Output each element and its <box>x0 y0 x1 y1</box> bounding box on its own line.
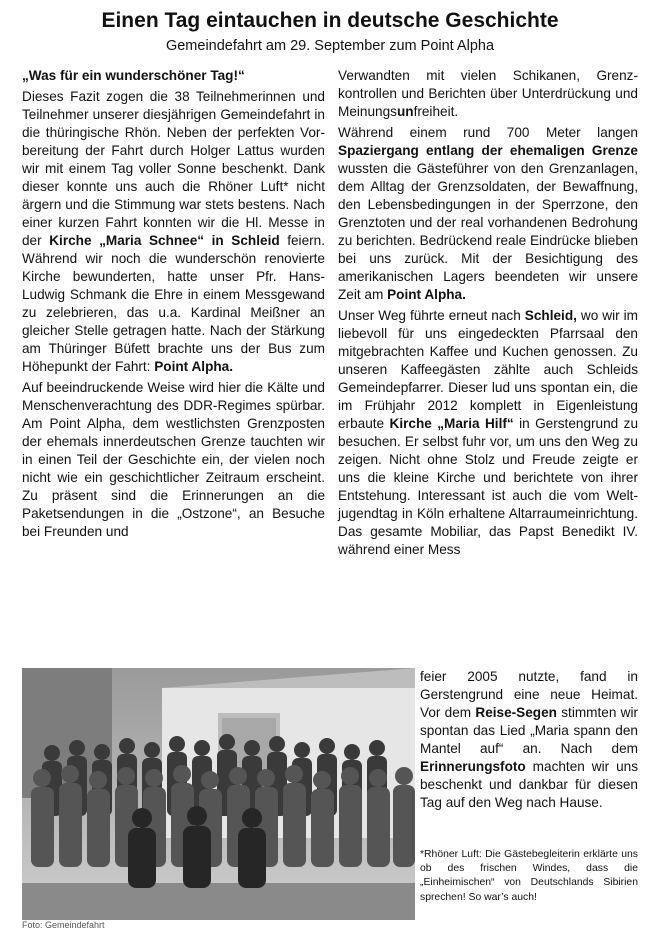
bold-text: Point Alpha. <box>387 287 466 302</box>
bold-text: Schleid, <box>524 308 577 323</box>
bold-text: Kirche „Maria Hilf“ <box>389 416 514 431</box>
group-photo-icon <box>22 668 415 920</box>
article-title: Einen Tag eintauchen in deutsche Geschichte <box>101 9 559 32</box>
article-heading: „Was für ein wunderschöner Tag!“ <box>22 68 245 83</box>
text: Verwandten mit vielen Schikanen, Grenzkontrollen und Berichten über Unterdrückung und Meinungs <box>338 68 638 119</box>
paragraph <box>420 668 638 812</box>
text: wussten die Gästeführer von den Grenzanlagen, dem Alltag der Grenzsoldaten, der Bewaffnung, den Lebensbedingungen in der Sperrzone, den Grenztoten und der real vorhandenen Bedrohung zu berichten. Bedrückend reale Eindrücke blieben bei uns zurück. Mit der Besichtigung des amerikanischen Lagers beendeten wir unsere Zeit am <box>338 161 639 302</box>
footnote: *Rhöner Luft: Die Gästebegleiterin erklärte uns ob des frischen Windes, dass die „Einheimischen“ von Deutschlands Sibirien sprechen! So war’s auch! <box>420 849 638 903</box>
text: feiern. Während wir noch die wunderschön renovierte Kirche bewunderten, hatte unser Pfr. Hans-Ludwig Schmank die Ehre in einem Messgewand zu zelebrieren, das u.a. Kardinal Meißner an gleicher Stelle getragen hatte. Nach der Stärkung am Thüringer Büfett brachte uns der Bus zum Höhepunkt der Fahrt: <box>22 233 325 374</box>
text: in Gerstengrund zu besuchen. Er selbst fuhr vor, um uns den Weg zu zeigen. Nicht ohne Stolz und Freude zeigte er uns die kleine Kirche und berichtete von ihrer Entstehung. Interessant ist auch die vom Weltjugendtag in Köln erhaltene Altarraumeinrichtung. Das gesamte Mobiliar, das Papst Benedikt IV. während einer Mess <box>338 416 638 557</box>
paragraph <box>338 67 638 121</box>
bold-text: Erinnerungsfoto <box>420 759 526 774</box>
bold-text: Point Alpha. <box>154 359 234 374</box>
right-lower-column <box>420 668 638 812</box>
right-column <box>338 67 638 559</box>
text: Dieses Fazit zogen die 38 Teilnehmerinnen und Teilnehmer unserer diesjährigen Gemeindefahrt in die thüringische Rhön. Neben der perfekten Vorbereitung der Fahrt durch Holger Lattus wurden wir mit einem Tag voller Sonne beschenkt. Dank dieser konnte uns auch die Rhöner Luft* nicht ärgern und die Stimmung war stets bestens. Nach einer kurzen Fahrt konnten wir die Hl. Messe in der <box>22 89 325 248</box>
left-column <box>22 67 325 541</box>
text: Unser Weg führte erneut nach <box>338 308 525 323</box>
group-photo <box>22 668 415 920</box>
bold-text: Spaziergang entlang der ehemaligen Grenze <box>338 143 638 158</box>
paragraph <box>338 307 638 559</box>
paragraph: Auf beeindruckende Weise wird hier die Kälte und Menschenverachtung des DDR-Regimes spürbar. Am Point Alpha, dem westlichsten Grenzposten der ehemals innerdeutschen Grenze tauchten wir in einen Teil der Geschichte ein, der vielen noch nicht wie ein geschichtlicher Zeitraum erscheint. Zu präsent sind die Erinnerungen an die Paketsendungen in die „Ostzone“, an Besuche bei Freunden und <box>22 380 325 539</box>
bold-text: Reise-Segen <box>475 705 557 720</box>
paragraph <box>338 124 638 304</box>
bold-text: un <box>396 104 414 119</box>
bold-text: Kirche „Maria Schnee“ in Schleid <box>49 233 280 248</box>
text: Während einem rund 700 Meter langen <box>338 125 638 140</box>
article-subtitle: Gemeindefahrt am 29. September zum Point Alpha <box>165 38 495 54</box>
text: wo wir im liebevoll für uns eingedeckten Pfarrsaal den mitgebrachten Kaffee und Kuchen genossen. Zu unseren Kaffeegästen zählte auch Schleids Gemeindepfarrer. Dieser lud uns spontan ein, die im Frühjahr 2012 komplett in Eigenleistung erbaute <box>338 308 639 431</box>
text: stimmten wir spontan das Lied „Maria spann den Mantel auf“ an. Nach dem <box>420 705 639 756</box>
photo-caption: Foto: Gemeindefahrt <box>22 921 105 930</box>
paragraph <box>22 88 325 376</box>
text: machten wir uns beschenkt und dankbar für diesen Tag auf den Weg nach Hause. <box>420 759 638 810</box>
text: freiheit. <box>413 104 459 119</box>
text: feier 2005 nutzte, fand in Gerstengrund eine neue Heimat. Vor dem <box>420 669 638 720</box>
